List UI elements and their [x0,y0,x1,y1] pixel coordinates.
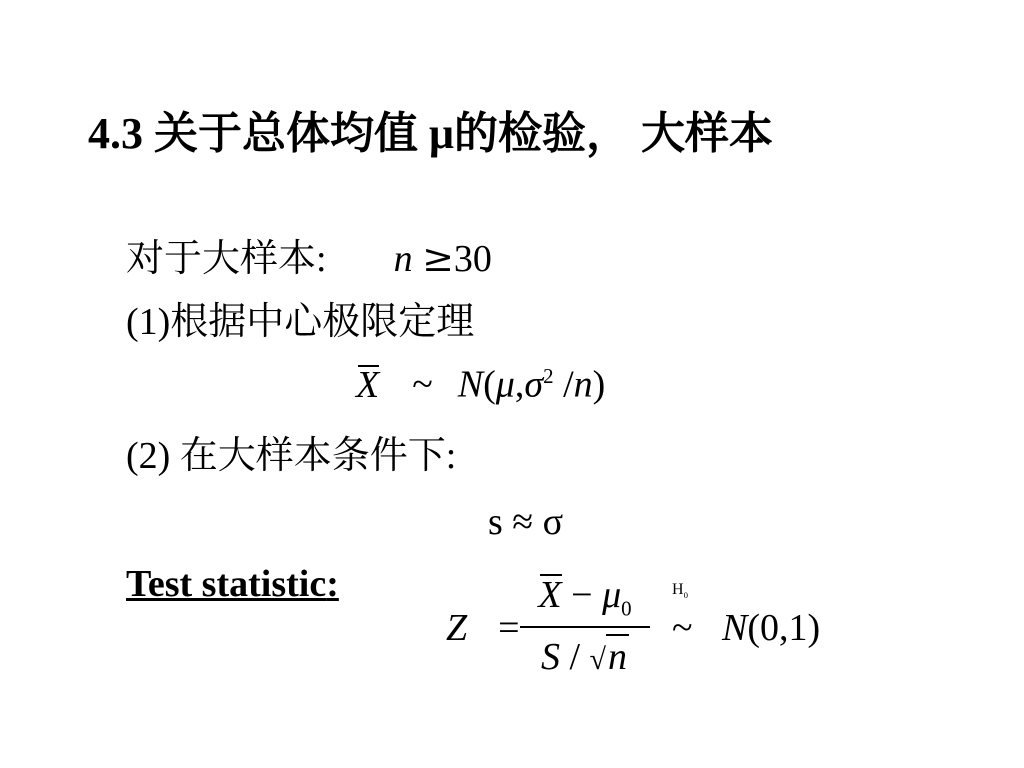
slash: / [563,363,574,406]
sigma-symbol: σ [524,363,544,406]
h0-label [672,580,688,605]
h0-subscript: 0 [683,590,688,601]
distributed-as-symbol: ~ [412,363,433,406]
sqrt-radical: √ [589,643,607,676]
sample-mean-symbol: X [356,361,379,409]
test-statistic-label [126,560,339,608]
h0-tilde: ~ [672,607,693,649]
condition-operator: ≥ [422,236,454,280]
condition-var: n [393,238,413,280]
num-sample-mean: X [538,570,561,620]
clt-line: (1)根据中心极限定理 [126,301,475,343]
normal-dist-symbol: N [457,363,484,406]
sampling-distribution-formula [356,352,605,409]
fraction-denominator [520,632,650,685]
equals-sign: = [498,607,520,649]
condition-value: 30 [453,238,492,280]
n-symbol: n [573,363,593,406]
standard-normal-n: N [722,607,748,649]
comma: , [514,363,525,406]
standard-normal [722,604,820,652]
test-statistic-colon: : [326,563,339,605]
large-sample-condition-line: (2) 在大样本条件下: [126,435,457,477]
large-sample-label: 对于大样本: [126,238,327,280]
den-n: n [608,636,628,678]
open-paren: ( [483,363,496,406]
z-equals [446,604,520,652]
z-symbol: Z [446,607,468,649]
num-mu-sub: 0 [621,596,632,621]
large-sample-line [126,234,492,283]
exponent: 2 [543,364,554,388]
mu-symbol: μ [495,363,515,406]
num-minus: − [571,574,593,616]
test-statistic-text: Test statistic [126,563,327,605]
den-slash: / [569,636,581,678]
standard-normal-params: (0,1) [747,607,821,649]
num-mu: μ [602,574,622,616]
fraction-numerator [520,570,650,634]
h0-letter: H [672,581,684,598]
fraction-bar [520,626,650,628]
approximation-formula: s ≈ σ [488,501,564,543]
slide-title: 4.3 关于总体均值 μ的检验， 大样本 [88,109,773,158]
close-paren: ) [592,363,606,406]
den-s: S [540,636,560,678]
